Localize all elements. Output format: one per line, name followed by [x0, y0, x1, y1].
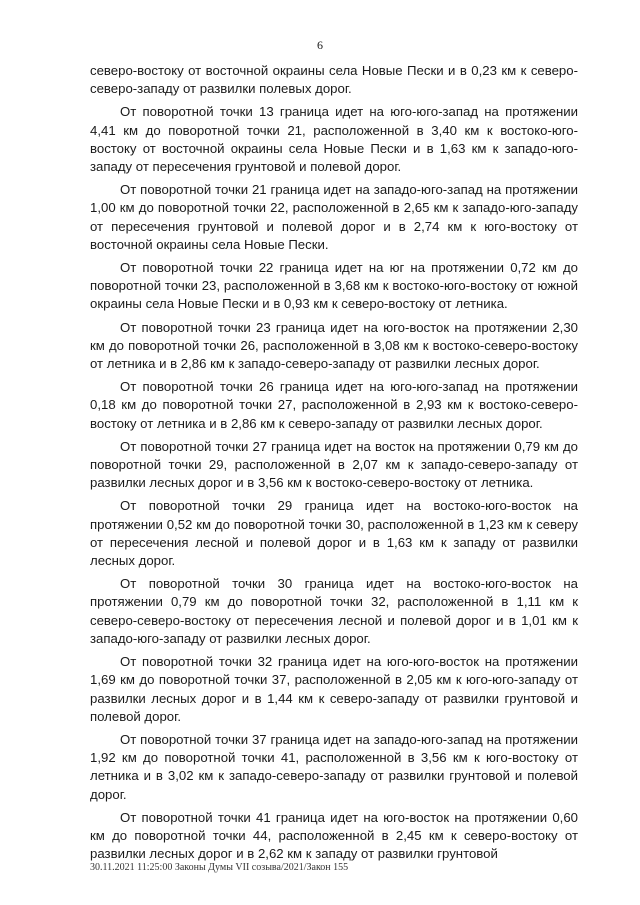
paragraph: От поворотной точки 26 граница идет на юго-юго-запад на протяжении 0,18 км до поворотной точки 27, расположенной в 2,93 км к востоко-северо-востоку от летника и в 2,86 км к северо-западу от развилки лесных дорог.: [90, 379, 578, 431]
paragraph: северо-востоку от восточной окраины села Новые Пески и в 0,23 км к северо-северо-западу от развилки полевых дорог.: [90, 63, 578, 97]
paragraph: От поворотной точки 23 граница идет на юго-восток на протяжении 2,30 км до поворотной точки 26, расположенной в 3,08 км к востоко-северо-востоку от летника и в 2,86 км к западо-северо-западу от развилки лесных дорог.: [90, 319, 578, 372]
paragraph: От поворотной точки 37 граница идет на западо-юго-запад на протяжении 1,92 км до поворотной точки 41, расположенной в 3,56 км к юго-востоку от летника и в 3,02 км к западо-северо-западу от развилки грунтовой и полевой дорог.: [90, 731, 578, 802]
paragraph: От поворотной точки 41 граница идет на юго-восток на протяжении 0,60 км до поворотной точки 44, расположенной в 2,45 км к северо-востоку от развилки лесных дорог и в 2,62 км к западу от развилки грунтовой: [90, 809, 578, 862]
paragraph: От поворотной точки 30 граница идет на востоко-юго-восток на протяжении 0,79 км до поворотной точки 32, расположенной в 1,11 км к северо-северо-востоку от пересечения лесной и полевой дорог и в 1,01 км к западо-юго-западу от развилки лесных дорог.: [90, 576, 578, 646]
paragraph: От поворотной точки 13 граница идет на юго-юго-запад на протяжении 4,41 км до поворотной точки 21, расположенной в 3,40 км к востоко-юго-востоку от восточной окраины села Новые Пески и в 1,63 км к западо-юго-западу от пересечения грунтовой и полевой дорог.: [90, 104, 578, 175]
paragraph: От поворотной точки 22 граница идет на юг на протяжении 0,72 км до поворотной точки 23, расположенной в 3,68 км к востоко-юго-востоку от южной окраины села Новые Пески и в 0,93 км к северо-востоку от летника.: [90, 260, 578, 312]
document-body: [90, 62, 578, 868]
paragraph: От поворотной точки 29 граница идет на востоко-юго-восток на протяжении 0,52 км до поворотной точки 30, расположенной в 1,23 км к северу от пересечения лесной и полевой дорог и в 1,63 км к западу от развилки лесных дорог.: [90, 498, 578, 569]
paragraph: От поворотной точки 32 граница идет на юго-юго-восток на протяжении 1,69 км до поворотной точки 37, расположенной в 2,05 км к юго-юго-западу от развилки лесных дорог и в 1,44 км к северо-западу от развилки грунтовой и полевой дорог.: [90, 654, 578, 724]
paragraph: От поворотной точки 21 граница идет на западо-юго-запад на протяжении 1,00 км до поворотной точки 22, расположенной в 2,65 км к западо-юго-западу от пересечения грунтовой и полевой дорог и в 2,74 км к юго-востоку от восточной окраины села Новые Пески.: [90, 182, 578, 252]
document-footer: 30.11.2021 11:25:00 Законы Думы VII созыва/2021/Закон 155: [90, 862, 349, 873]
paragraph: От поворотной точки 27 граница идет на восток на протяжении 0,79 км до поворотной точки 29, расположенной в 2,07 км к западо-северо-западу от развилки лесных дорог и в 3,56 км к востоко-северо-востоку от летника.: [90, 438, 578, 491]
page-number: 6: [317, 38, 323, 52]
